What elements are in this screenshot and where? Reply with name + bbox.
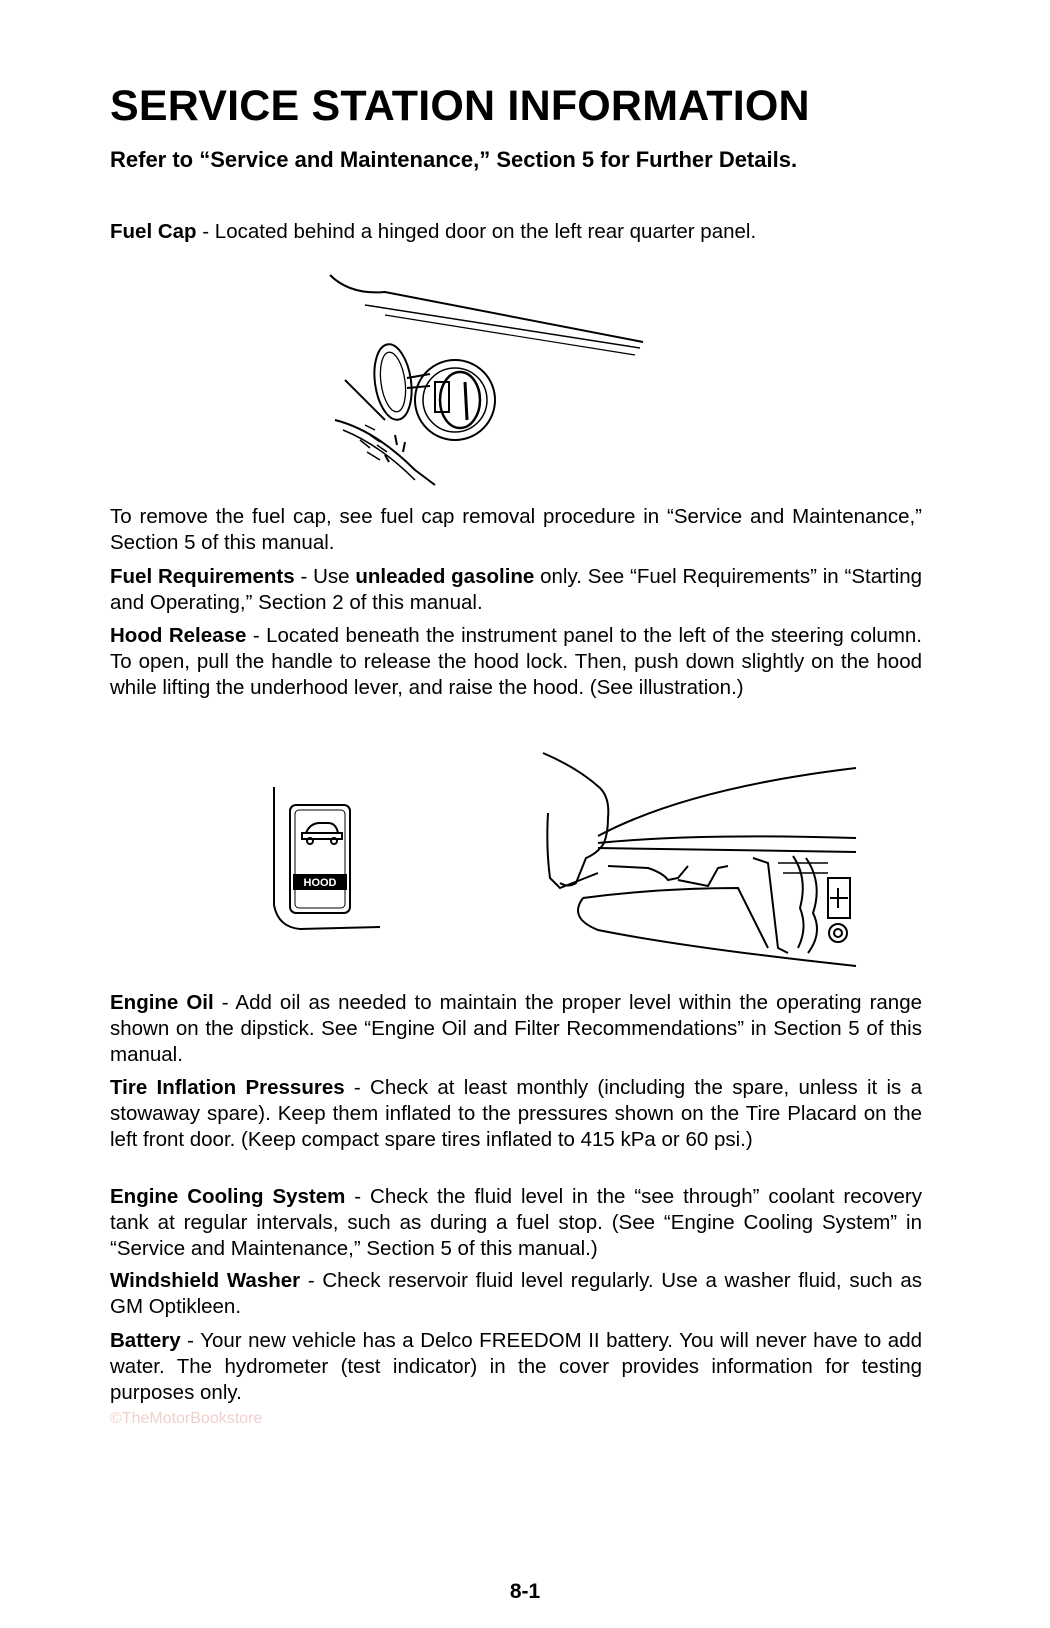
hood-release-paragraph <box>110 623 922 701</box>
page-number: 8-1 <box>509 1580 541 1603</box>
engine-oil-text: - Add oil as needed to maintain the proper level within the operating range shown on the dipstick. See “Engine Oil and Filter Recommendations” in Section 5 of this manual. <box>110 991 922 1066</box>
engine-cooling-text: - Check the fluid level in the “see through” coolant recovery tank at regular intervals, such as during a fuel stop. (See “Engine Cooling System” in “Service and Maintenance,” Section 5 of this manual.) <box>110 1185 922 1260</box>
fuel-requirements-text-b: only. See “Fuel Requirements” in “Starting and Operating,” Section 2 of this manual. <box>110 565 922 614</box>
page-subtitle: Refer to “Service and Maintenance,” Section 5 for Further Details. <box>110 147 798 172</box>
fuel-requirements-text-a: - Use <box>294 565 356 588</box>
fuel-requirements-label: Fuel Requirements <box>110 565 295 588</box>
car-icon <box>302 823 342 844</box>
engine-cooling-label: Engine Cooling System <box>110 1185 346 1208</box>
fuel-requirements-paragraph <box>110 564 922 616</box>
engine-oil-paragraph <box>110 990 922 1068</box>
fuel-requirements-emphasis: unleaded gasoline <box>355 565 535 588</box>
hood-lever-illustration <box>538 748 863 973</box>
tire-inflation-paragraph <box>110 1075 922 1153</box>
hood-release-text: - Located beneath the instrument panel to the left of the steering column. To open, pull the handle to release the hood lock. Then, push down slightly on the hood while lifting the underhood lever, and raise the hood. (See illustration.) <box>110 624 923 699</box>
fuel-cap-removal-paragraph: To remove the fuel cap, see fuel cap removal procedure in “Service and Maintenance,” Section 5 of this manual. <box>110 505 922 554</box>
battery-text: - Your new vehicle has a Delco FREEDOM II battery. You will never have to add water. The hydrometer (test indicator) in the cover provides information for testing purposes only. <box>110 1329 922 1404</box>
tire-inflation-label: Tire Inflation Pressures <box>110 1076 345 1099</box>
fuel-cap-label: Fuel Cap <box>110 220 197 243</box>
hood-release-handle-illustration <box>270 775 390 935</box>
engine-oil-label: Engine Oil <box>110 991 214 1014</box>
fuel-cap-paragraph <box>110 219 922 245</box>
tire-inflation-text: - Check at least monthly (including the spare, unless it is a stowaway spare). Keep them inflated to the pressures shown on the Tire Placard on the left front door. (Keep compact spare tires inflated to 415 kPa or 60 psi.) <box>110 1076 922 1151</box>
battery-label: Battery <box>110 1329 181 1352</box>
windshield-washer-paragraph <box>110 1268 922 1320</box>
battery-paragraph <box>110 1328 922 1406</box>
hood-release-label: Hood Release <box>110 624 247 647</box>
page-title: SERVICE STATION INFORMATION <box>110 82 810 130</box>
fuel-cap-illustration <box>325 270 665 500</box>
hood-button-label: HOOD <box>303 877 337 889</box>
fuel-cap-text: - Located behind a hinged door on the left rear quarter panel. <box>196 220 757 243</box>
engine-cooling-paragraph <box>110 1184 922 1262</box>
windshield-washer-label: Windshield Washer <box>110 1269 301 1292</box>
windshield-washer-text: - Check reservoir fluid level regularly. Use a washer fluid, such as GM Optikleen. <box>110 1269 922 1318</box>
watermark: ©TheMotorBookstore <box>110 1410 263 1427</box>
